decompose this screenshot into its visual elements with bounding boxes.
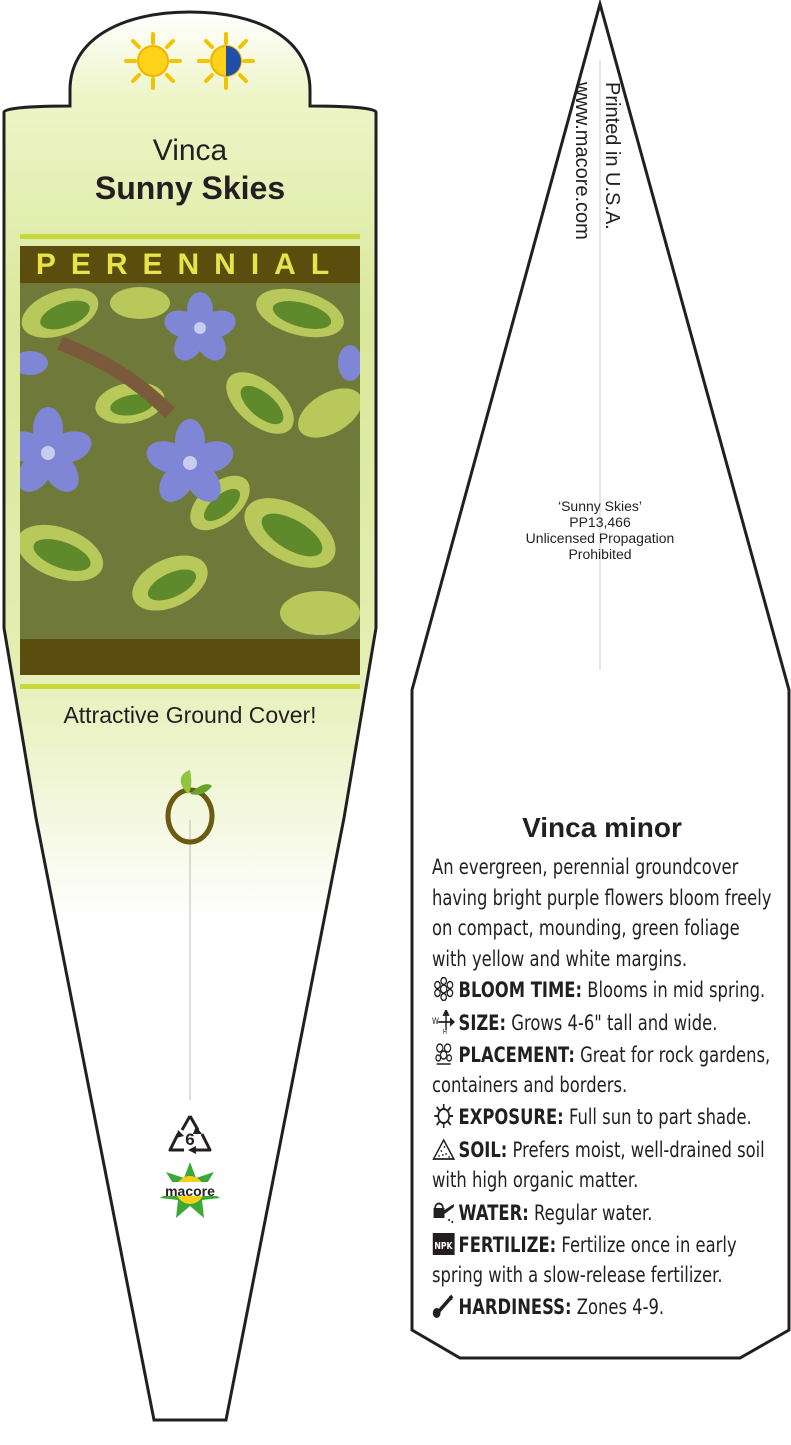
patent-notice-line1: Unlicensed Propagation bbox=[525, 530, 675, 546]
watering-can-icon bbox=[432, 1200, 455, 1224]
sprout-logo-icon bbox=[160, 766, 220, 846]
botanical-name: Vinca minor bbox=[522, 812, 682, 843]
photo-bottom-bar bbox=[20, 639, 360, 675]
attr-size bbox=[432, 1008, 783, 1038]
printed-in: Printed in U.S.A. bbox=[601, 82, 623, 230]
attr-text: Regular water. bbox=[534, 1201, 653, 1225]
website: www.macore.com bbox=[571, 82, 593, 240]
attr-text: Grows 4-6" tall and wide. bbox=[511, 1011, 718, 1035]
attr-text: Prefers moist, well-drained soil bbox=[512, 1138, 765, 1162]
placement-flowers-icon bbox=[432, 1042, 455, 1066]
svg-text:H: H bbox=[442, 1028, 448, 1034]
attr-text: Blooms in mid spring. bbox=[587, 978, 766, 1002]
attr-soil bbox=[432, 1135, 783, 1165]
patent-variety: ‘Sunny Skies’ bbox=[557, 498, 643, 514]
attr-text: Full sun to part shade. bbox=[568, 1105, 752, 1129]
patent-number: PP13,466 bbox=[569, 514, 631, 530]
attr-label: WATER: bbox=[458, 1201, 529, 1225]
size-arrows-icon bbox=[432, 1010, 455, 1034]
accent-line bbox=[20, 684, 360, 689]
plant-description: An evergreen, perennial groundcover having bright purple flowers bloom freely on compact, mounding, green foliage with yellow and white margins. bbox=[432, 855, 772, 971]
attr-placement bbox=[432, 1040, 783, 1070]
attr-placement-cont: containers and borders. bbox=[432, 1073, 628, 1097]
tagline: Attractive Ground Cover! bbox=[63, 702, 317, 728]
attr-water bbox=[432, 1198, 783, 1228]
attr-text: Zones 4-9. bbox=[576, 1295, 665, 1319]
thermometer-icon bbox=[432, 1294, 455, 1318]
patent-notice-line2: Prohibited bbox=[568, 546, 632, 562]
sun-outline-icon bbox=[432, 1104, 455, 1128]
attr-label: FERTILIZE: bbox=[458, 1233, 557, 1257]
part-shade-icon bbox=[197, 32, 255, 90]
accent-line bbox=[20, 234, 360, 239]
attr-label: HARDINESS: bbox=[458, 1295, 572, 1319]
attr-label: PLACEMENT: bbox=[458, 1043, 575, 1067]
attr-label: EXPOSURE: bbox=[458, 1105, 564, 1129]
attr-fertilize-cont: spring with a slow-release fertilizer. bbox=[432, 1263, 723, 1287]
full-sun-icon bbox=[124, 32, 182, 90]
svg-text:NPK: NPK bbox=[434, 1241, 453, 1253]
brand-name: macore bbox=[165, 1183, 215, 1199]
attr-bloom-time bbox=[432, 975, 783, 1005]
attr-fertilize bbox=[432, 1230, 783, 1260]
plant-genus: Vinca bbox=[152, 134, 228, 167]
npk-bag-icon bbox=[432, 1232, 455, 1256]
attr-text: Great for rock gardens, bbox=[580, 1043, 771, 1067]
attr-hardiness bbox=[432, 1292, 783, 1322]
plant-cultivar: Sunny Skies bbox=[94, 170, 286, 206]
flower-icon bbox=[432, 977, 455, 1001]
attr-label: SIZE: bbox=[458, 1011, 507, 1035]
attr-exposure bbox=[432, 1102, 783, 1132]
svg-text:W: W bbox=[432, 1016, 439, 1027]
category-banner: PERENNIAL bbox=[20, 246, 360, 283]
attr-label: BLOOM TIME: bbox=[458, 978, 583, 1002]
attr-label: SOIL: bbox=[458, 1138, 508, 1162]
recycle-code: 6 bbox=[185, 1130, 195, 1149]
soil-pile-icon bbox=[432, 1137, 455, 1161]
attr-text: Fertilize once in early bbox=[561, 1233, 737, 1257]
plant-photo bbox=[20, 283, 360, 639]
attr-soil-cont: with high organic matter. bbox=[432, 1168, 639, 1192]
patent-notice bbox=[490, 498, 710, 562]
